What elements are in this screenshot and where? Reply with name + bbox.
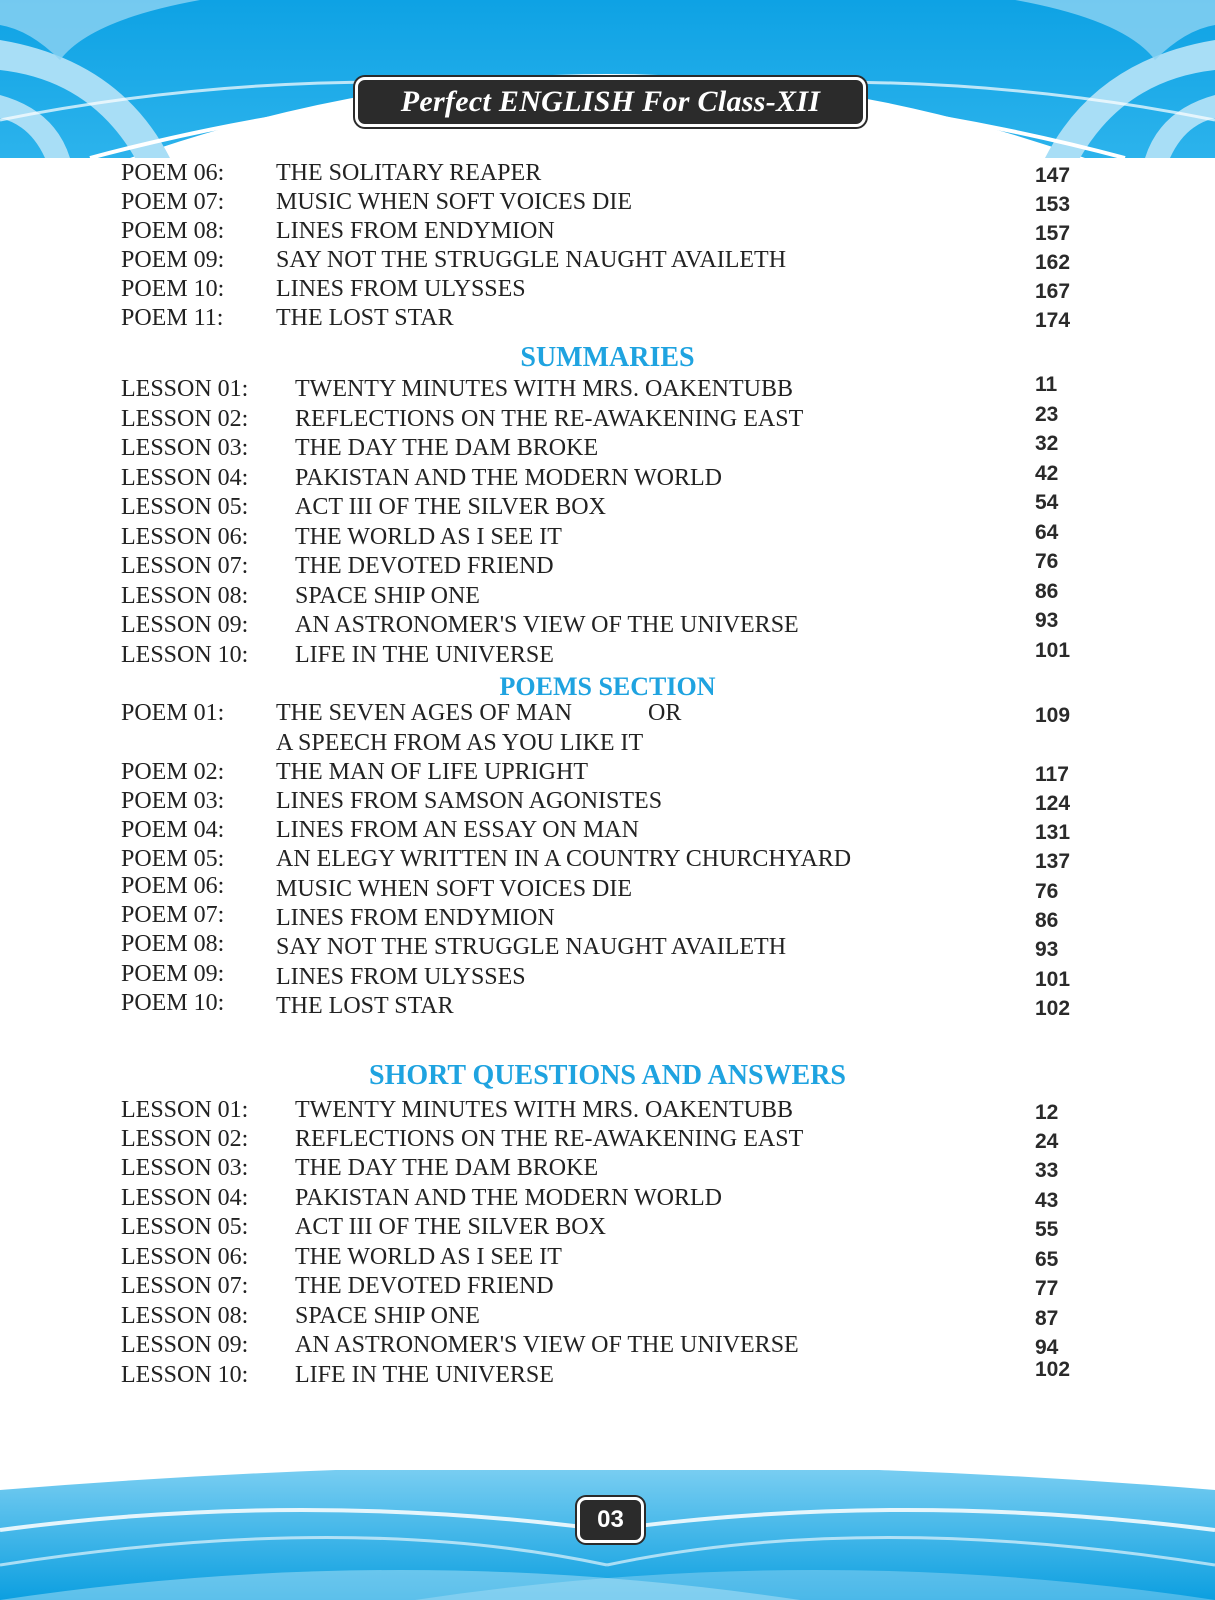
entry-or: OR <box>648 700 682 726</box>
entry-label: LESSON 06: <box>121 1244 249 1270</box>
entry-label: POEM 09: <box>121 247 225 273</box>
entry-page: 147 <box>1035 164 1071 187</box>
entry-label: LESSON 05: <box>121 494 249 520</box>
entry-title: PAKISTAN AND THE MODERN WORLD <box>295 1185 722 1211</box>
list-item <box>0 1303 1215 1333</box>
entry-title: AN ASTRONOMER'S VIEW OF THE UNIVERSE <box>295 612 799 638</box>
entry-label: LESSON 07: <box>121 553 249 579</box>
entry-page: 131 <box>1035 821 1071 844</box>
entry-label: LESSON 04: <box>121 465 249 491</box>
entry-label: LESSON 03: <box>121 1155 249 1181</box>
list-item <box>0 550 1215 583</box>
entry-title: SAY NOT THE STRUGGLE NAUGHT AVAILETH <box>276 934 787 960</box>
entry-label: POEM 07: <box>121 189 225 215</box>
list-item <box>0 788 1215 818</box>
entry-label: POEM 05: <box>121 846 225 872</box>
entry-label: POEM 08: <box>121 218 225 244</box>
list-item <box>0 432 1215 465</box>
entry-page: 87 <box>1035 1307 1059 1330</box>
entry-label: LESSON 09: <box>121 1332 249 1358</box>
entry-page: 42 <box>1035 462 1059 485</box>
entry-label: LESSON 08: <box>121 1303 249 1329</box>
list-item <box>0 1332 1215 1362</box>
entry-page: 23 <box>1035 403 1059 426</box>
list-item <box>0 846 1215 876</box>
entry-label: POEM 06: <box>121 160 225 186</box>
entry-page: 93 <box>1035 938 1059 961</box>
list-item <box>0 189 1215 219</box>
entry-page: 54 <box>1035 491 1059 514</box>
entry-label: POEM 04: <box>121 817 225 843</box>
list-item <box>0 521 1215 554</box>
entry-title: AN ASTRONOMER'S VIEW OF THE UNIVERSE <box>295 1332 799 1358</box>
entry-label: LESSON 07: <box>121 1273 249 1299</box>
entry-label: LESSON 09: <box>121 612 249 638</box>
entry-label: LESSON 02: <box>121 406 249 432</box>
entry-label: POEM 07: <box>121 902 225 928</box>
entry-title: THE DAY THE DAM BROKE <box>295 1155 599 1181</box>
entry-page: 153 <box>1035 193 1071 216</box>
entry-title: LINES FROM ENDYMION <box>276 218 555 244</box>
entry-title: THE DAY THE DAM BROKE <box>295 435 599 461</box>
list-item <box>0 247 1215 277</box>
entry-title: AN ELEGY WRITTEN IN A COUNTRY CHURCHYARD <box>276 846 852 872</box>
list-item <box>0 580 1215 613</box>
list-item <box>0 990 1215 1023</box>
list-item <box>0 462 1215 495</box>
entry-title: LIFE IN THE UNIVERSE <box>295 1362 554 1388</box>
entry-label: POEM 10: <box>121 276 225 302</box>
entry-page: 117 <box>1035 763 1069 786</box>
list-item <box>0 1155 1215 1185</box>
poems-section-heading: POEMS SECTION <box>499 672 716 701</box>
entry-page: 24 <box>1035 1130 1059 1153</box>
list-item <box>0 817 1215 847</box>
entry-label: LESSON 10: <box>121 1362 249 1388</box>
page-number: 03 <box>597 1506 624 1533</box>
entry-page: 11 <box>1035 373 1058 396</box>
list-item <box>0 639 1215 672</box>
entry-title: TWENTY MINUTES WITH MRS. OAKENTUBB <box>295 376 793 402</box>
list-item <box>0 1273 1215 1303</box>
list-item <box>0 373 1215 406</box>
entry-title: THE DEVOTED FRIEND <box>295 553 554 579</box>
entry-title: SAY NOT THE STRUGGLE NAUGHT AVAILETH <box>276 247 787 273</box>
entry-label: POEM 03: <box>121 788 225 814</box>
entry-page: 93 <box>1035 609 1059 632</box>
entry-label: LESSON 02: <box>121 1126 249 1152</box>
entry-page: 174 <box>1035 309 1071 332</box>
summaries-heading: SUMMARIES <box>520 342 695 373</box>
entry-title: MUSIC WHEN SOFT VOICES DIE <box>276 876 633 902</box>
entry-label: POEM 10: <box>121 990 225 1016</box>
list-item <box>0 1185 1215 1215</box>
entry-title: REFLECTIONS ON THE RE-AWAKENING EAST <box>295 406 804 432</box>
entry-title: THE LOST STAR <box>276 305 454 331</box>
entry-title: LINES FROM SAMSON AGONISTES <box>276 788 663 814</box>
entry-title: THE SEVEN AGES OF MAN <box>276 700 573 726</box>
short-qa-heading: SHORT QUESTIONS AND ANSWERS <box>369 1060 846 1091</box>
entry-title: MUSIC WHEN SOFT VOICES DIE <box>276 189 633 215</box>
list-item <box>0 276 1215 306</box>
entry-page: 102 <box>1035 997 1071 1020</box>
entry-title: LINES FROM ENDYMION <box>276 905 555 931</box>
entry-title: THE LOST STAR <box>276 993 454 1019</box>
list-item <box>0 1214 1215 1244</box>
entry-page: 124 <box>1035 792 1071 815</box>
entry-page: 65 <box>1035 1248 1059 1271</box>
list-item <box>0 931 1215 964</box>
entry-page: 32 <box>1035 432 1059 455</box>
entry-title: LIFE IN THE UNIVERSE <box>295 642 554 668</box>
entry-page: 77 <box>1035 1277 1059 1300</box>
entry-page: 167 <box>1035 280 1071 303</box>
entry-page: 162 <box>1035 251 1071 274</box>
list-item <box>0 1097 1215 1127</box>
entry-page: 86 <box>1035 909 1059 932</box>
list-item <box>0 700 1215 730</box>
entry-label: LESSON 04: <box>121 1185 249 1211</box>
list-item <box>0 218 1215 248</box>
entry-title: ACT III OF THE SILVER BOX <box>295 1214 606 1240</box>
entry-title: SPACE SHIP ONE <box>295 583 480 609</box>
entry-label: LESSON 01: <box>121 1097 249 1123</box>
list-item <box>0 1358 1215 1392</box>
entry-title: THE MAN OF LIFE UPRIGHT <box>276 759 588 785</box>
entry-page: 109 <box>1035 704 1071 727</box>
entry-page: 43 <box>1035 1189 1059 1212</box>
entry-label: POEM 08: <box>121 931 225 957</box>
entry-label: POEM 06: <box>121 873 225 899</box>
entry-subtitle: A SPEECH FROM AS YOU LIKE IT <box>276 730 644 756</box>
list-item <box>0 1126 1215 1156</box>
entry-label: POEM 01: <box>121 700 225 726</box>
entry-page: 64 <box>1035 521 1059 544</box>
list-item <box>0 491 1215 524</box>
list-item <box>0 305 1215 335</box>
entry-title: ACT III OF THE SILVER BOX <box>295 494 606 520</box>
book-title: Perfect ENGLISH For Class-XII <box>400 85 821 118</box>
entry-label: LESSON 06: <box>121 524 249 550</box>
entry-label: LESSON 03: <box>121 435 249 461</box>
list-item <box>0 759 1215 789</box>
entry-label: LESSON 05: <box>121 1214 249 1240</box>
entry-label: POEM 09: <box>121 961 225 987</box>
entry-title: LINES FROM ULYSSES <box>276 964 526 990</box>
entry-page: 33 <box>1035 1159 1059 1182</box>
entry-page: 137 <box>1035 850 1071 873</box>
entry-page: 102 <box>1035 1358 1071 1381</box>
entry-title: REFLECTIONS ON THE RE-AWAKENING EAST <box>295 1126 804 1152</box>
entry-title: TWENTY MINUTES WITH MRS. OAKENTUBB <box>295 1097 793 1123</box>
entry-title: LINES FROM ULYSSES <box>276 276 526 302</box>
page-number-badge <box>577 1497 644 1543</box>
entry-page: 101 <box>1035 968 1071 991</box>
list-item <box>0 403 1215 436</box>
entry-title: THE DEVOTED FRIEND <box>295 1273 554 1299</box>
entry-page: 86 <box>1035 580 1059 603</box>
entry-page: 157 <box>1035 222 1071 245</box>
entry-title: SPACE SHIP ONE <box>295 1303 480 1329</box>
entry-title: THE WORLD AS I SEE IT <box>295 1244 562 1270</box>
entry-title: PAKISTAN AND THE MODERN WORLD <box>295 465 722 491</box>
entry-title: THE SOLITARY REAPER <box>276 160 542 186</box>
entry-page: 12 <box>1035 1101 1059 1124</box>
list-item <box>0 1244 1215 1274</box>
entry-page: 101 <box>1035 639 1071 662</box>
entry-label: LESSON 08: <box>121 583 249 609</box>
book-title-badge <box>355 77 866 127</box>
list-item <box>0 160 1215 190</box>
entry-page: 76 <box>1035 880 1059 903</box>
entry-page: 55 <box>1035 1218 1059 1241</box>
entry-label: LESSON 01: <box>121 376 249 402</box>
entry-title: LINES FROM AN ESSAY ON MAN <box>276 817 639 843</box>
entry-label: POEM 02: <box>121 759 225 785</box>
entry-page: 94 <box>1035 1336 1059 1359</box>
entry-label: LESSON 10: <box>121 642 249 668</box>
entry-title: THE WORLD AS I SEE IT <box>295 524 562 550</box>
list-item <box>0 609 1215 642</box>
list-item-subtitle <box>0 730 1215 760</box>
entry-label: POEM 11: <box>121 305 224 331</box>
entry-page: 76 <box>1035 550 1059 573</box>
